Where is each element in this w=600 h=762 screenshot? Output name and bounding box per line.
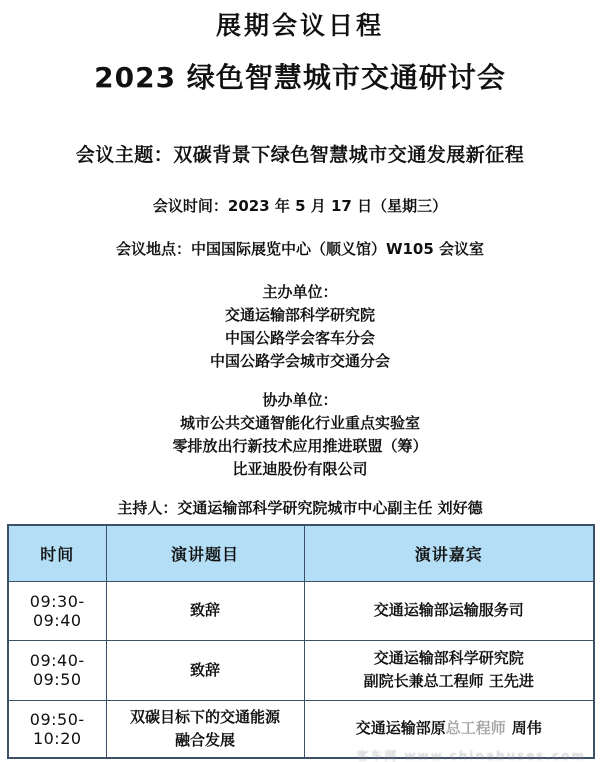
page-title: 展期会议日程 [215,11,384,40]
table-row [8,640,594,700]
guest-line: 副院长兼总工程师 王先进 [363,672,534,690]
header-time: 时间 [8,525,106,581]
meeting-location: 会议地点：中国国际展览中心（顺义馆）W105 会议室 [115,240,485,258]
co-host-label: 协办单位： [262,391,338,409]
schedule-table [7,524,595,759]
header-topic: 演讲题目 [106,525,304,581]
moderator-line: 主持人：交通运输部科学研究院城市中心副主任 刘好德 [117,499,483,517]
conference-title: 2023 绿色智慧城市交通研讨会 [94,61,506,94]
guest-text: 交通运输部原 [355,719,446,738]
co-host-organizations [0,389,600,481]
guest-line: 交通运输部科学研究院 [373,649,524,667]
host-item: 中国公路学会客车分会 [224,329,375,347]
guest-text-faded: 总工程师 [445,719,506,738]
row-guest [304,640,594,700]
row-guest: 交通运输部运输服务司 [304,581,594,640]
host-item: 中国公路学会城市交通分会 [209,352,390,370]
host-organizations [0,281,600,373]
co-host-item: 城市公共交通智能化行业重点实验室 [179,414,420,432]
table-header-row [8,525,594,581]
row-time: 09:30-09:40 [8,581,106,640]
row-topic: 致辞 [106,640,304,700]
site-watermark: 客车网 www.chinabuses.com [356,749,586,762]
topic-line: 双碳目标下的交通能源 [129,707,280,726]
topic-line: 融合发展 [174,730,235,749]
header-guest: 演讲嘉宾 [304,525,594,581]
row-topic: 致辞 [106,581,304,640]
guest-name: 周伟 [511,719,542,738]
host-item: 交通运输部科学研究院 [224,306,375,324]
row-time: 09:40-09:50 [8,640,106,700]
meeting-time: 会议时间：2023 年 5 月 17 日（星期三） [152,197,448,215]
host-label: 主办单位： [262,283,338,301]
conference-subject: 会议主题：双碳背景下绿色智慧城市交通发展新征程 [75,144,525,166]
table-row [8,581,594,640]
row-topic [106,700,304,758]
co-host-item: 零排放出行新技术应用推进联盟（筹） [172,437,428,455]
row-time: 09:50-10:20 [8,700,106,758]
co-host-item: 比亚迪股份有限公司 [232,460,368,478]
